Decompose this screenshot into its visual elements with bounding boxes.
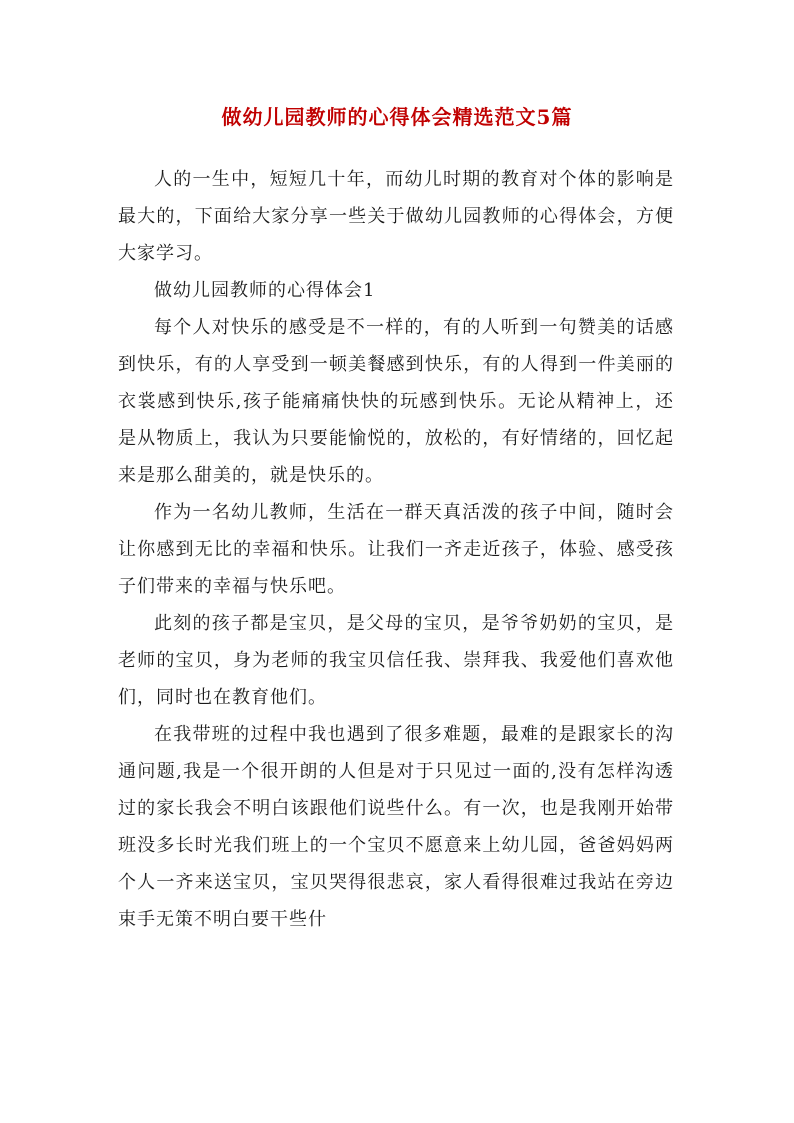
body-paragraph: 此刻的孩子都是宝贝，是父母的宝贝，是爷爷奶奶的宝贝，是老师的宝贝，身为老师的我宝贝信任我、崇拜我、我爱他们喜欢他们，同时也在教育他们。 xyxy=(118,613,674,708)
body-paragraph: 在我带班的过程中我也遇到了很多难题，最难的是跟家长的沟通问题,我是一个很开朗的人但是对于只见过一面的,没有怎样沟透过的家长我会不明白该跟他们说些什么。有一次，也是我刚开始带班没多长时光我们班上的一个宝贝不愿意来上幼儿园，爸爸妈妈两个人一齐来送宝贝，宝贝哭得很悲哀，家人看得很难过我站在旁边束手无策不明白要干些什 xyxy=(118,724,674,930)
body-paragraph: 作为一名幼儿教师，生活在一群天真活泼的孩子中间，随时会让你感到无比的幸福和快乐。让我们一齐走近孩子，体验、感受孩子们带来的幸福与快乐吧。 xyxy=(118,502,674,597)
document-title: 做幼儿园教师的心得体会精选范文5篇 xyxy=(221,105,573,129)
document-body xyxy=(118,161,674,938)
section-heading: 做幼儿园教师的心得体会1 xyxy=(154,280,376,301)
intro-paragraph: 人的一生中，短短几十年，而幼儿时期的教育对个体的影响是最大的，下面给大家分享一些关于做幼儿园教师的心得体会，方便大家学习。 xyxy=(118,169,674,264)
body-paragraph: 每个人对快乐的感受是不一样的，有的人听到一句赞美的话感到快乐，有的人享受到一顿美餐感到快乐，有的人得到一件美丽的衣裳感到快乐,孩子能痛痛快快的玩感到快乐。无论从精神上，还是从物质上，我认为只要能愉悦的，放松的，有好情绪的，回忆起来是那么甜美的，就是快乐的。 xyxy=(118,317,674,486)
